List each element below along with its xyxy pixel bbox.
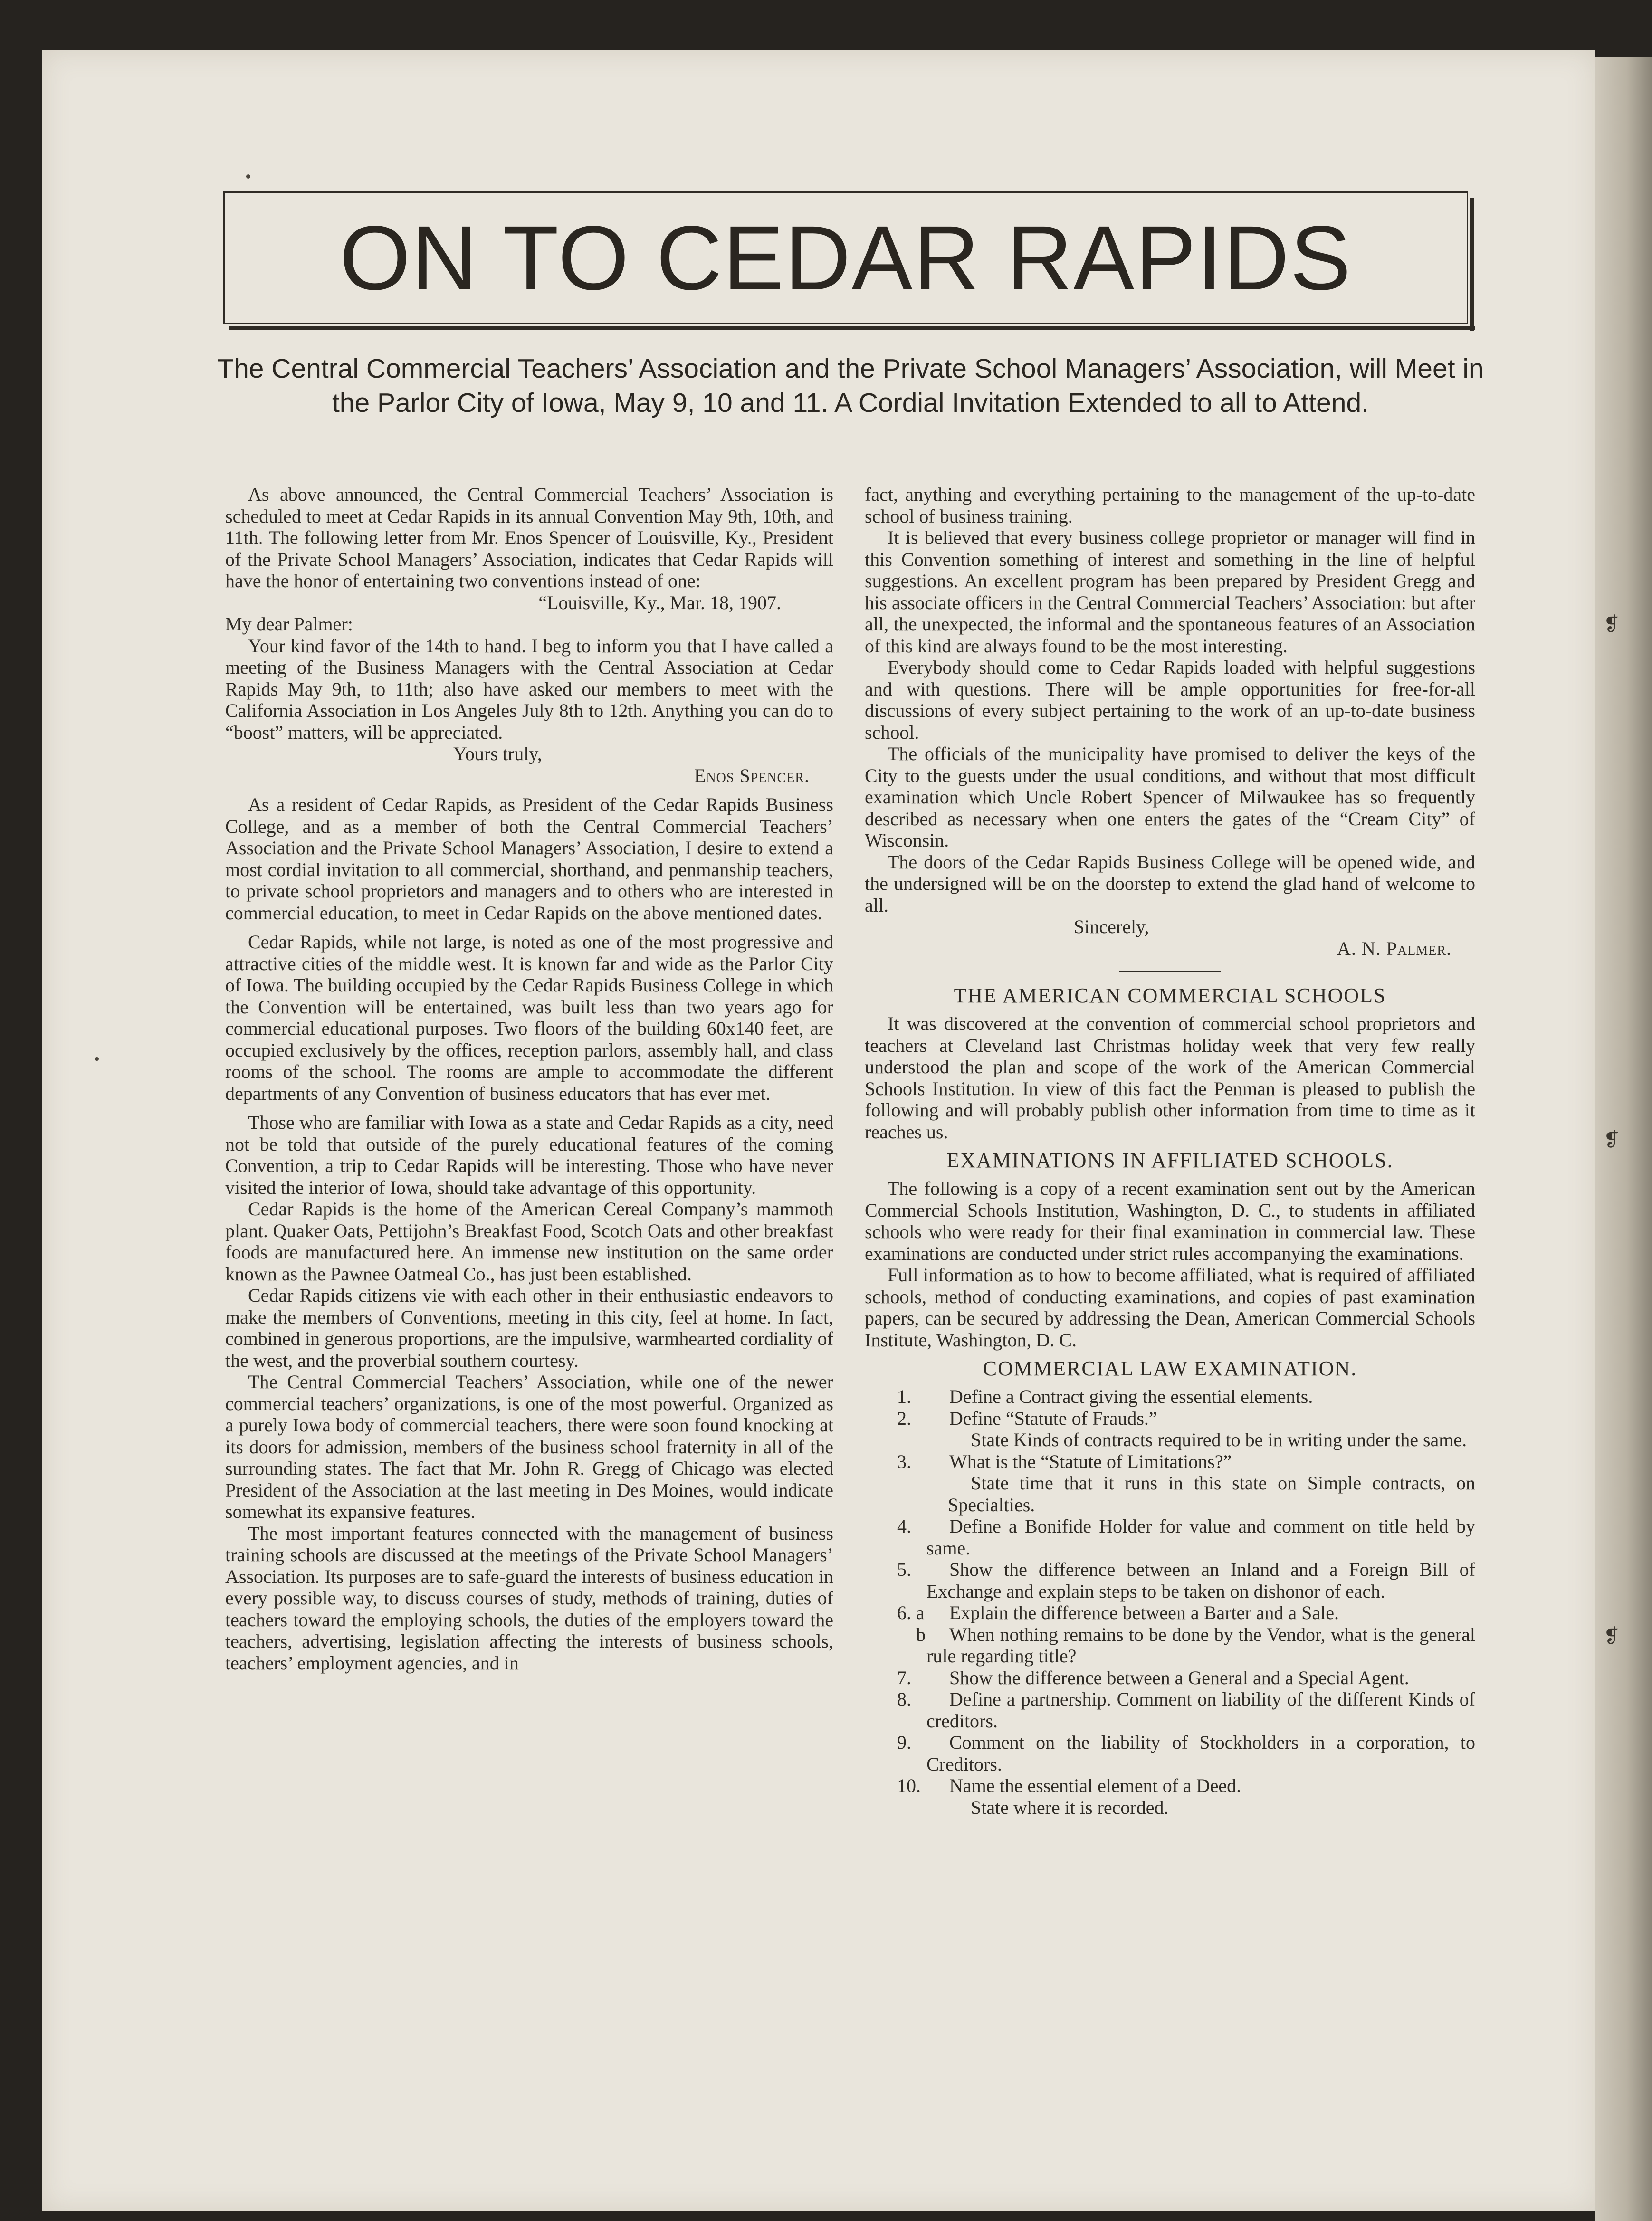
edge-mark: ❡ (1604, 613, 1620, 635)
paragraph: fact, anything and everything pertaining to the management of the up-to-date school of business training. (865, 484, 1475, 527)
section-heading: EXAMINATIONS IN AFFILIATED SCHOOLS. (946, 1149, 1394, 1172)
paragraph: Those who are familiar with Iowa as a state and Cedar Rapids as a city, need not be told that outside of the purely educational features of the coming Convention, a trip to Cedar Rapids will be interesting. Those who have never visited the interior of Iowa, should take advantage of this opportunity. (225, 1112, 833, 1198)
exam-question: 4. Define a Bonifide Holder for value and comment on title held by same. (897, 1516, 1475, 1559)
paragraph: The most important features connected with the management of business training schools are discussed at the meetings of the Private School Managers’ Association. Its purposes are to safe-guard the interests of business education in every possible way, to discuss courses of study, methods of training, duties of teachers toward the employing schools, the duties of the employers toward the teachers, advertising, legislation affecting the interests of business schools, teachers’ employment agencies, and in (225, 1522, 833, 1674)
paragraph: As above announced, the Central Commercial Teachers’ Association is scheduled to meet at Cedar Rapids in its annual Convention May 9th, 10th, and 11th. The following letter from Mr. Enos Spencer of Louisville, Ky., President of the Private School Managers’ Association, indicates that Cedar Rapids will have the honor of entertaining two conventions instead of one: (225, 484, 833, 591)
paragraph: Cedar Rapids citizens vie with each other in their enthusiastic endeavors to make the members of Conventions, meeting in this city, feel at home. In fact, combined in generous proportions, are the impulsive, warmhearted cordiality of the west, and the proverbial southern courtesy. (225, 1285, 833, 1371)
paragraph: Cedar Rapids, while not large, is noted as one of the most progressive and attractive cities of the middle west. It is known far and wide as the Parlor City of Iowa. The building occupied by the Cedar Rapids Business College in which the Convention will be entertained, was built less than two years ago for commercial educational purposes. Two floors of the building 60x140 feet, are occupied exclusively by the offices, reception parlors, assembly hall, and class rooms of the school. The rooms are ample to accommodate the different departments of any Convention of business educators that has ever met. (225, 931, 833, 1104)
exam-question: 5. Show the difference between an Inland and a Foreign Bill of Exchange and explain steps to be taken on dishonor of each. (897, 1559, 1475, 1602)
edge-mark: ❡ (1604, 1129, 1620, 1150)
paragraph: Cedar Rapids is the home of the American Cereal Company’s mammoth plant. Quaker Oats, Pettijohn’s Breakfast Food, Scotch Oats and other breakfast foods are manufactured here. An immense new institution on the same order known as the Pawnee Oatmeal Co., has just been established. (225, 1198, 833, 1285)
paragraph: The following is a copy of a recent examination sent out by the American Commercial Schools Institution, Washington, D. C., to students in affiliated schools who were ready for their final examination in commercial law. These examinations are conducted under strict rules accompanying the examinations. (865, 1178, 1475, 1264)
section-divider (1119, 971, 1221, 972)
letter-body: Your kind favor of the 14th to hand. I beg to inform you that I have called a meeting of the Business Managers with the Central Association at Cedar Rapids May 9th, to 11th; also have asked our members to meet with the California Association in Los Angeles July 8th to 12th. Anything you can do to “boost” matters, will be appreciated. (225, 635, 833, 743)
edge-mark: ❡ (1604, 1625, 1620, 1647)
exam-question: 10. Name the essential element of a Deed. State where it is recorded. (897, 1775, 1241, 1818)
paragraph: The doors of the Cedar Rapids Business College will be opened wide, and the undersigned will be on the doorstep to extend the glad hand of welcome to all. (865, 851, 1475, 916)
paragraph: It is believed that every business college proprietor or manager will find in this Convention something of interest and something in the line of helpful suggestions. An excellent program has been prepared by President Gregg and his associate officers in the Central Commercial Teachers’ Association: but after all, the unexpected, the informal and the spontaneous features of an Association of this kind are always found to be the most interesting. (865, 527, 1475, 657)
letter-closing: Yours truly, (453, 743, 542, 764)
paragraph: Full information as to how to become affiliated, what is required of affiliated schools, method of conducting examinations, and copies of past examination papers, can be secured by addressing the Dean, American Commercial Schools Institute, Washington, D. C. (865, 1264, 1475, 1351)
exam-question: 8. Define a partnership. Comment on liability of the different Kinds of creditors. (897, 1688, 1475, 1732)
letter-dateline: “Louisville, Ky., Mar. 18, 1907. (538, 591, 781, 613)
margin-dot (246, 174, 250, 179)
paragraph: Everybody should come to Cedar Rapids loaded with helpful suggestions and with questions. There will be ample opportunities for free-for-all discussions of every subject pertaining to the work of an up-to-date business school. (865, 657, 1475, 743)
section-heading: COMMERCIAL LAW EXAMINATION. (983, 1357, 1357, 1380)
paragraph: As a resident of Cedar Rapids, as President of the Cedar Rapids Business College, and as a member of both the Central Commercial Teachers’ Association and the Private School Managers’ Association, I desire to extend a most cordial invitation to all commercial, shorthand, and penmanship teachers, to private school proprietors and managers and to others who are interested in commercial education, to meet in Cedar Rapids on the above mentioned dates. (225, 794, 833, 924)
exam-question: 9. Comment on the liability of Stockholders in a corporation, to Creditors. (897, 1732, 1475, 1775)
exam-question: 7. Show the difference between a General and a Special Agent. (897, 1667, 1409, 1688)
signature: A. N. Palmer. (1337, 937, 1451, 959)
section-heading: THE AMERICAN COMMERCIAL SCHOOLS (954, 984, 1386, 1007)
paragraph: The officials of the municipality have promised to deliver the keys of the City to the guests under the usual conditions, and without that most difficult examination which Uncle Robert Spencer of Milwaukee has so frequently described as necessary when one enters the gates of the “Cream City” of Wisconsin. (865, 743, 1475, 851)
page-title: ON TO CEDAR RAPIDS (339, 207, 1352, 309)
right-column (865, 484, 1475, 1818)
letter-salutation: My dear Palmer: (225, 613, 353, 635)
paragraph: It was discovered at the convention of commercial school proprietors and teachers at Cleveland last Christmas holiday week that very few really understood the plan and scope of the work of the American Commercial Schools Institution. In view of this fact the Penman is pleased to publish the following and will probably publish other information from time to time as it reaches us. (865, 1013, 1475, 1143)
left-column (225, 484, 833, 1674)
margin-dot (95, 1057, 99, 1061)
paragraph: The Central Commercial Teachers’ Association, while one of the newer commercial teachers’ organizations, is one of the most powerful. Organized as a purely Iowa body of commercial teachers, there were soon found knocking at its doors for admission, members of the business school fraternity in all of the surrounding states. The fact that Mr. John R. Gregg of Chicago was elected President of the Association at the last meeting in Des Moines, would indicate somewhat its expansive features. (225, 1371, 833, 1522)
exam-question: 6. a Explain the difference between a Barter and a Sale. (897, 1602, 1339, 1623)
exam-question: 3. What is the “Statute of Limitations?” State time that it runs in this state on Simple contracts, on Specialties. (897, 1450, 1475, 1516)
letter-signature: Enos Spencer. (694, 764, 810, 786)
title-box (223, 191, 1468, 324)
exam-question: 2. Define “Statute of Frauds.” State Kinds of contracts required to be in writing under the same. (897, 1407, 1467, 1450)
closing: Sincerely, (1074, 916, 1149, 937)
exam-questions (865, 1386, 1475, 1818)
exam-question: b When nothing remains to be done by the Vendor, what is the general rule regarding title? (916, 1623, 1475, 1667)
exam-question: 1. Define a Contract giving the essential elements. (897, 1386, 1313, 1407)
subheading: The Central Commercial Teachers’ Association and the Private School Managers’ Association, will Meet in the Parlor City of Iowa, May 9, 10 and 11. A Cordial Invitation Extended to all to Attend. (217, 353, 1484, 418)
